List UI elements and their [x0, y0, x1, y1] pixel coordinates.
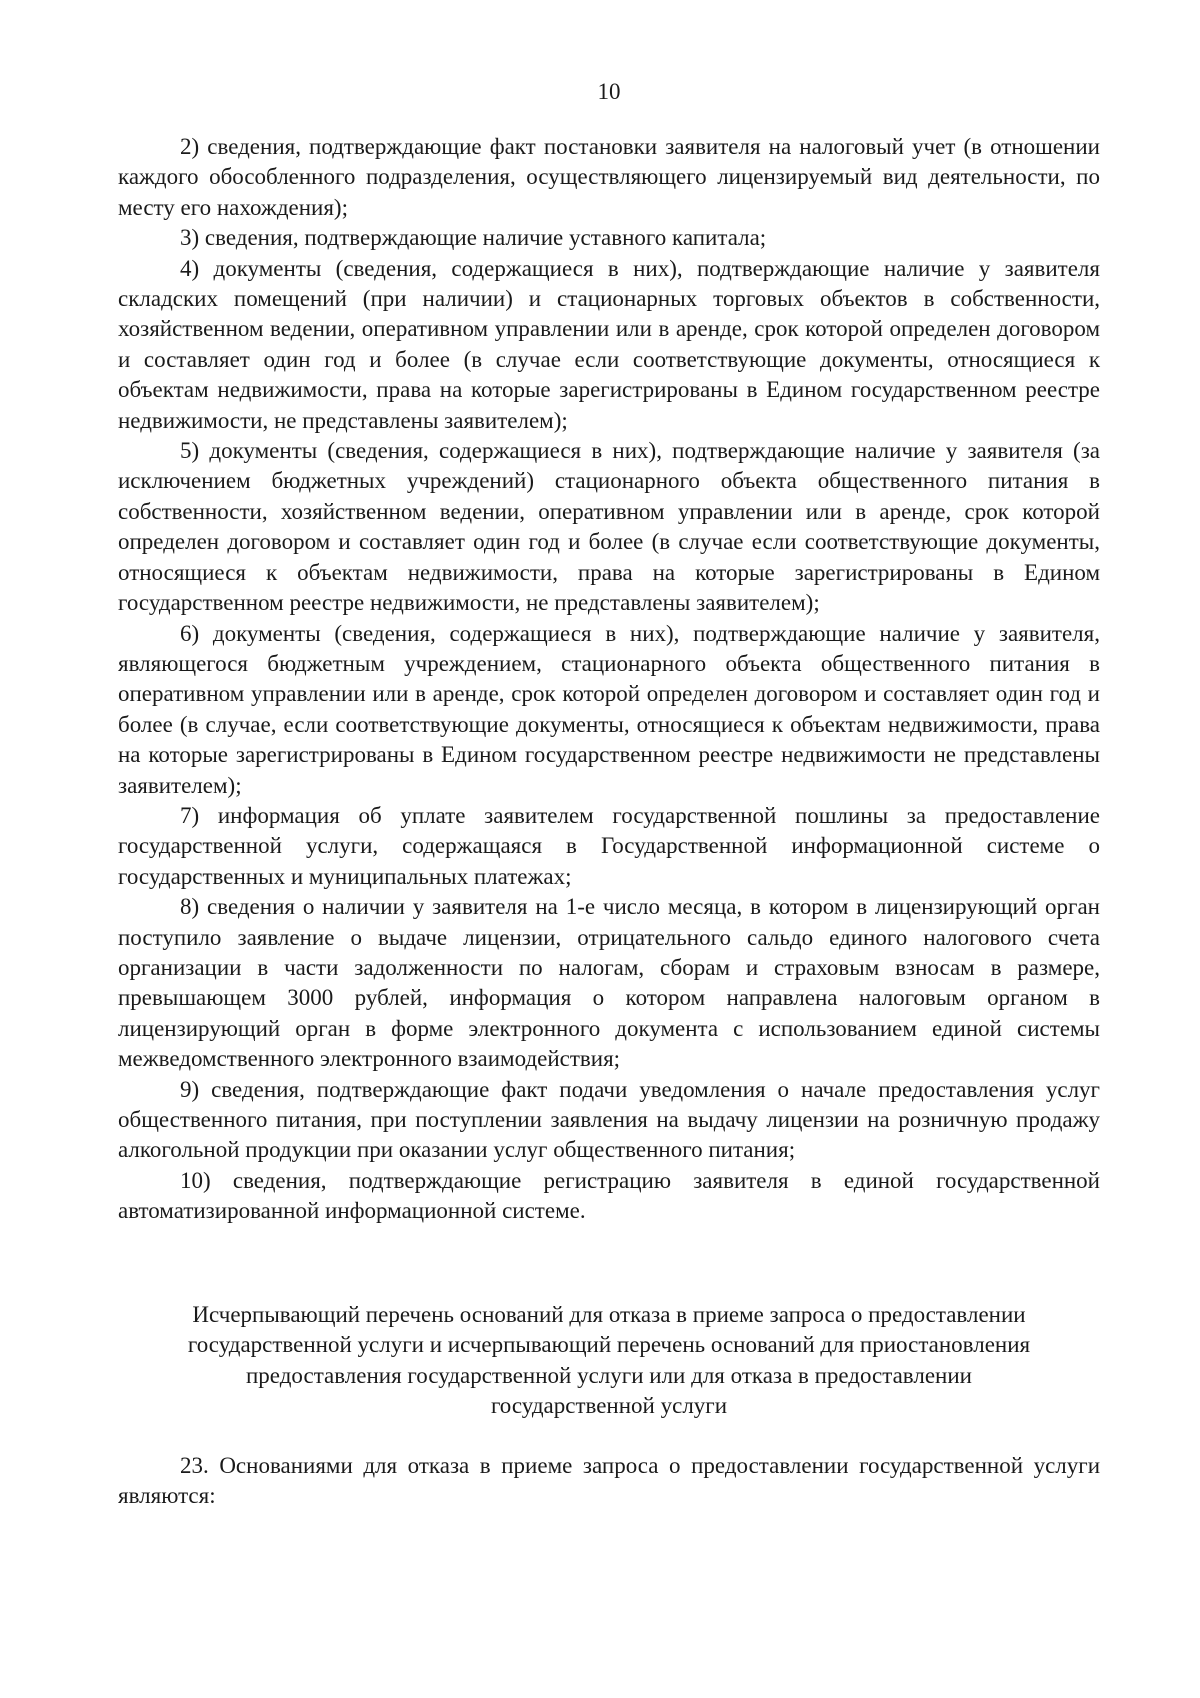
clause-23: 23. Основаниями для отказа в приеме запроса о предоставлении государственной услуги являются: — [118, 1453, 1100, 1509]
section-heading-line: предоставления государственной услуги или для отказа в предоставлении — [246, 1362, 972, 1388]
list-item-2: 2) сведения, подтверждающие факт постановки заявителя на налоговый учет (в отношении каждого обособленного подразделения, осуществляющего лицензируемый вид деятельности, по месту его нахождения); — [118, 134, 1100, 220]
list-item-7: 7) информация об уплате заявителем государственной пошлины за предоставление государственной услуги, содержащаяся в Государственной информационной системе о государственных и муниципальных платежах; — [118, 802, 1100, 889]
list-item-3: 3) сведения, подтверждающие наличие уставного капитала; — [180, 225, 767, 251]
section-heading-line: Исчерпывающий перечень оснований для отказа в приеме запроса о предоставлении — [192, 1302, 1026, 1327]
list-item-6: 6) документы (сведения, содержащиеся в них), подтверждающие наличие у заявителя, являющегося бюджетным учреждением, стационарного объекта общественного питания в оперативном управлении или в аренде, срок которой определен договором и составляет один год и более (в случае, если соответствующие документы, относящиеся к объектам недвижимости, права на которые зарегистрированы в Едином государственном реестре недвижимости не представлены заявителем); — [118, 620, 1100, 798]
section-body — [118, 1451, 1100, 1512]
list-item-5: 5) документы (сведения, содержащиеся в них), подтверждающие наличие у заявителя (за исключением бюджетных учреждений) стационарного объекта общественного питания в собственности, хозяйственном ведении, оперативном управлении или в аренде, срок которой определен договором и составляет один год и более (в случае если соответствующие документы, относящиеся к объектам недвижимости, права на которые зарегистрированы в Едином государственном реестре недвижимости, не представлены заявителем); — [118, 438, 1100, 616]
page-number: 10 — [597, 79, 621, 104]
list-item-10: 10) сведения, подтверждающие регистрацию заявителя в единой государственной автоматизированной информационной системе. — [118, 1167, 1100, 1224]
section-heading-line: государственной услуги — [490, 1393, 728, 1419]
section-heading-line: государственной услуги и исчерпывающий перечень оснований для приостановления — [187, 1332, 1031, 1358]
list-item-8: 8) сведения о наличии у заявителя на 1-е число месяца, в котором в лицензирующий орган поступило заявление о выдаче лицензии, отрицательного сальдо единого налогового счета организации в части задолженности по налогам, сборам и страховым взносам в размере, превышающем 3000 рублей, информация о котором направлена налоговым органом в лицензирующий орган в форме электронного документа с использованием единой системы межведомственного электронного взаимодействия; — [118, 894, 1100, 1072]
document-body — [118, 132, 1100, 1227]
list-item-4: 4) документы (сведения, содержащиеся в них), подтверждающие наличие у заявителя складских помещений (при наличии) и стационарных торговых объектов в собственности, хозяйственном ведении, оперативном управлении или в аренде, срок которой определен договором и составляет один год и более (в случае если соответствующие документы, относящиеся к объектам недвижимости, права на которые зарегистрированы в Едином государственном реестре недвижимости, не представлены заявителем); — [118, 255, 1100, 433]
list-item-9: 9) сведения, подтверждающие факт подачи уведомления о начале предоставления услуг общественного питания, при поступлении заявления на выдачу лицензии на розничную продажу алкогольной продукции при оказании услуг общественного питания; — [118, 1076, 1100, 1163]
section-heading — [118, 1300, 1100, 1422]
